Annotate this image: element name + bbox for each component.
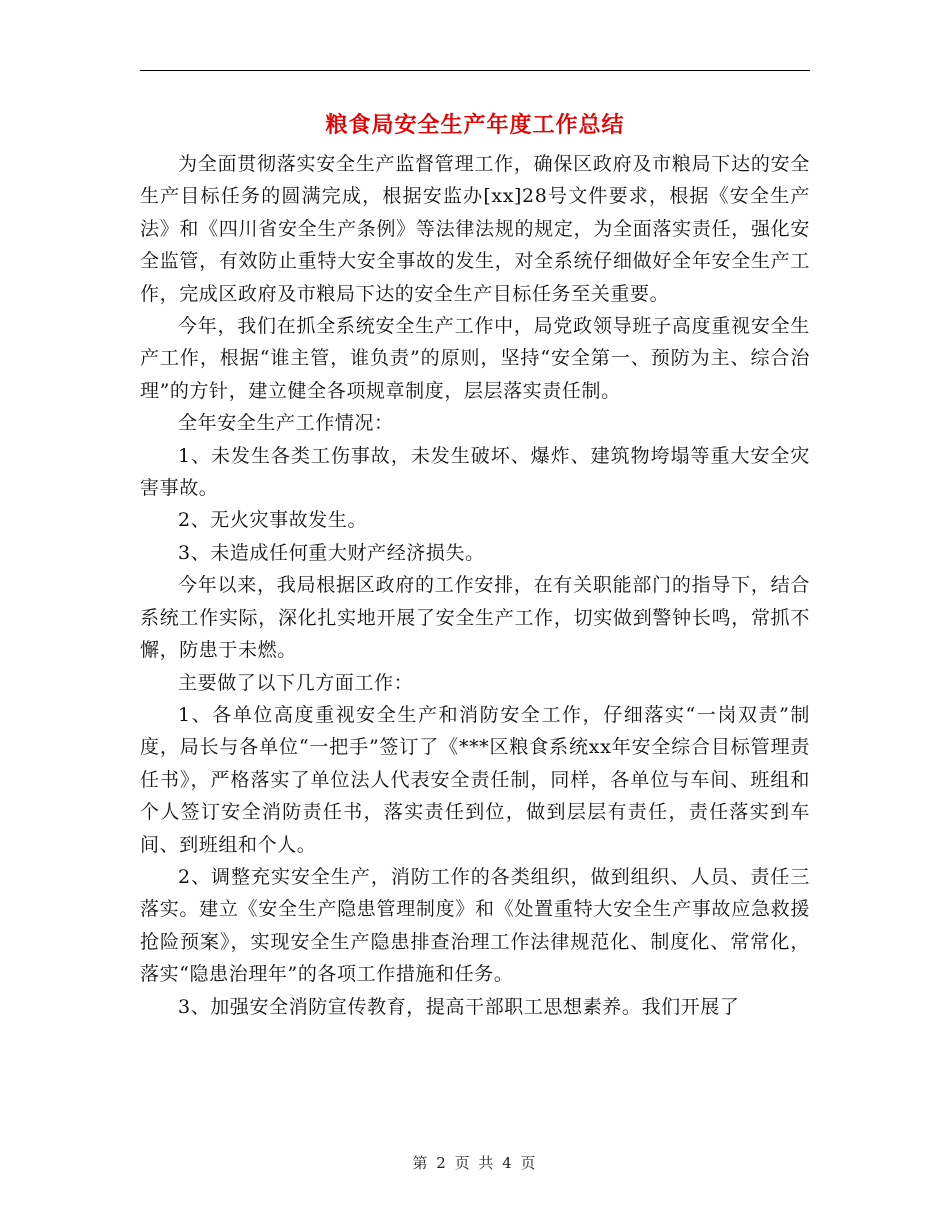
header-rule: [140, 70, 810, 71]
paragraph-leadership: 今年，我们在抓全系统安全生产工作中，局党政领导班子高度重视安全生产工作，根据“谁主管，谁负责”的原则，坚持“安全第一、预防为主、综合治理”的方针，建立健全各项规章制度，层层落实责任制。: [140, 315, 810, 402]
paragraph-main-work-heading: 主要做了以下几方面工作：: [178, 671, 414, 694]
document-body: [140, 148, 810, 1023]
paragraph-annual-situation-heading: 全年安全生产工作情况：: [178, 412, 394, 435]
paragraph-situation-item-3: 3、未造成任何重大财产经济损失。: [178, 541, 485, 564]
page-number-footer: 第 2 页 共 4 页: [412, 1154, 538, 1172]
paragraph-work-item-2: 2、调整充实安全生产，消防工作的各类组织，做到组织、人员、责任三落实。建立《安全生产隐患管理制度》和《处置重特大安全生产事故应急救援抢险预案》，实现安全生产隐患排查治理工作法律规范化、制度化、常常化，落实“隐患治理年”的各项工作措施和任务。: [140, 865, 810, 986]
paragraph-work-item-1: 1、各单位高度重视安全生产和消防安全工作，仔细落实“一岗双责”制度，局长与各单位“一把手”签订了《***区粮食系统xx年安全综合目标管理责任书》，严格落实了单位法人代表安全责任制，同样，各单位与车间、班组和个人签订安全消防责任书，落实责任到位，做到层层有责任，责任落实到车间、到班组和个人。: [140, 703, 810, 856]
paragraph-work-item-3: 3、加强安全消防宣传教育，提高干部职工思想素养。我们开展了: [178, 995, 740, 1018]
document-title: 粮食局安全生产年度工作总结: [325, 112, 625, 138]
paragraph-intro: 为全面贯彻落实安全生产监督管理工作，确保区政府及市粮局下达的安全生产目标任务的圆满完成，根据安监办[xx]28号文件要求，根据《安全生产法》和《四川省安全生产条例》等法律法规的规定，为全面落实责任，强化安全监管，有效防止重特大安全事故的发生，对全系统仔细做好全年安全生产工作，完成区政府及市粮局下达的安全生产目标任务至关重要。: [140, 153, 810, 305]
paragraph-situation-item-1: 1、未发生各类工伤事故，未发生破坏、爆炸、建筑物垮塌等重大安全灾害事故。: [140, 444, 810, 500]
paragraph-situation-item-2: 2、无火灾事故发生。: [178, 509, 368, 532]
paragraph-this-year: 今年以来，我局根据区政府的工作安排，在有关职能部门的指导下，结合系统工作实际，深化扎实地开展了安全生产工作，切实做到警钟长鸣，常抓不懈，防患于未燃。: [140, 574, 810, 662]
